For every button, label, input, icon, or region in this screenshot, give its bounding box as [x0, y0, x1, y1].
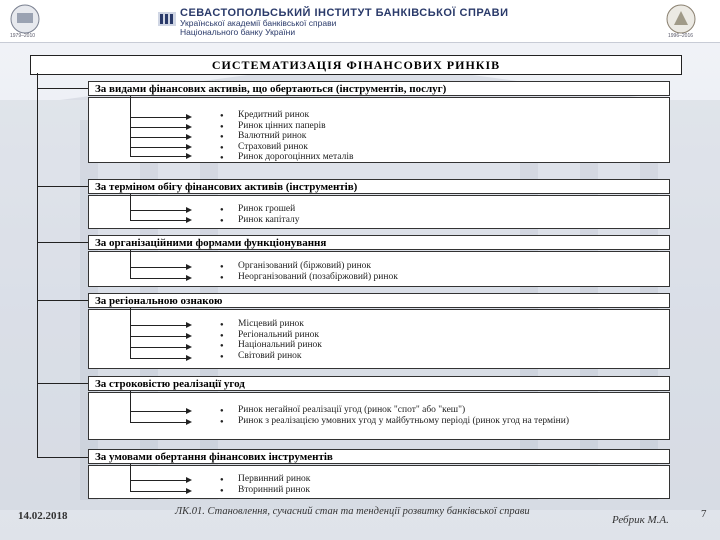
list-item: ● Місцевий ринок	[220, 319, 322, 330]
footer-author: Ребрик М.А.	[612, 514, 669, 526]
header-bar	[0, 0, 720, 43]
list-item: ● Вторинний ринок	[220, 485, 310, 496]
list-item: ● Ринок капіталу	[220, 215, 300, 226]
arrow-icon	[130, 278, 190, 279]
arrow-icon	[130, 147, 190, 148]
list-item: ● Ринок негайної реалізації угод (ринок "спот" або "кеш")	[220, 405, 598, 416]
arrow-icon	[130, 480, 190, 481]
arrow-icon	[130, 137, 190, 138]
list-item: ● Ринок цінних паперів	[220, 121, 353, 132]
branch-line	[130, 464, 131, 491]
list-item: ● Національний ринок	[220, 340, 322, 351]
category-header: За строковістю реалізації угод	[88, 376, 670, 391]
institute-title: СЕВАСТОПОЛЬСЬКИЙ ІНСТИТУТ БАНКІВСЬКОЇ СПРАВИ	[180, 7, 509, 19]
list-item: ● Ринок грошей	[220, 204, 300, 215]
connector-line	[37, 457, 88, 458]
connector-line	[37, 242, 88, 243]
arrow-icon	[130, 347, 190, 348]
branch-line	[130, 308, 131, 359]
institute-header-text	[180, 7, 509, 37]
category-header: За умовами обертання фінансових інструментів	[88, 449, 670, 464]
arrow-icon	[130, 220, 190, 221]
item-list	[220, 319, 322, 361]
page-number: 7	[701, 508, 707, 520]
list-item: ● Страховий ринок	[220, 142, 353, 153]
category-panel	[88, 309, 670, 369]
list-item: ● Організований (біржовий) ринок	[220, 261, 398, 272]
logo-left-caption: 1979–2010	[10, 33, 36, 39]
item-list	[220, 261, 398, 282]
category-header: За терміном обігу фінансових активів (інструментів)	[88, 179, 670, 194]
list-item: ● Світовий ринок	[220, 351, 322, 362]
logo-right-caption: 1996–2016	[668, 33, 694, 39]
connector-line	[37, 300, 88, 301]
category-header: За видами фінансових активів, що обертаються (інструментів, послуг)	[88, 81, 670, 96]
arrow-icon	[130, 491, 190, 492]
arrow-icon	[130, 411, 190, 412]
arrow-icon	[130, 422, 190, 423]
list-item: ● Кредитний ринок	[220, 110, 353, 121]
category-header: За регіональною ознакою	[88, 293, 670, 308]
category-panel	[88, 465, 670, 499]
item-list	[220, 204, 300, 225]
institute-subtitle-1: Української академії банківської справи	[180, 18, 337, 28]
list-item: ● Неорганізований (позабіржовий) ринок	[220, 272, 398, 283]
category-panel	[88, 97, 670, 163]
item-list	[220, 474, 310, 495]
connector-line	[37, 383, 88, 384]
academy-flag-icon	[158, 12, 176, 26]
arrow-icon	[130, 117, 190, 118]
tree-spine-line	[37, 73, 38, 457]
branch-line	[130, 194, 131, 221]
list-item: ● Ринок з реалізацією умовних угод у майбутньому періоді (ринок угод на терміни)	[220, 416, 598, 427]
arrow-icon	[130, 127, 190, 128]
institute-subtitle-2: Національного банку України	[180, 27, 296, 37]
connector-line	[37, 186, 88, 187]
arrow-icon	[130, 156, 190, 157]
item-list	[220, 110, 353, 163]
list-item: ● Ринок дорогоцінних металів	[220, 152, 353, 163]
item-list	[220, 405, 598, 426]
footer-date: 14.02.2018	[18, 510, 68, 522]
branch-line	[130, 250, 131, 279]
arrow-icon	[130, 210, 190, 211]
arrow-icon	[130, 267, 190, 268]
category-panel	[88, 195, 670, 229]
footer-lecture-title: ЛК.01. Становлення, сучасний стан та тенденції розвитку банківської справи	[175, 506, 530, 517]
arrow-icon	[130, 358, 190, 359]
list-item: ● Регіональний ринок	[220, 330, 322, 341]
arrow-icon	[130, 336, 190, 337]
connector-line	[37, 88, 88, 89]
slide-title: СИСТЕМАТИЗАЦІЯ ФІНАНСОВИХ РИНКІВ	[30, 55, 682, 75]
list-item: ● Валютний ринок	[220, 131, 353, 142]
arrow-icon	[130, 325, 190, 326]
list-item: ● Первинний ринок	[220, 474, 310, 485]
branch-line	[130, 391, 131, 423]
category-header: За організаційними формами функціонування	[88, 235, 670, 250]
